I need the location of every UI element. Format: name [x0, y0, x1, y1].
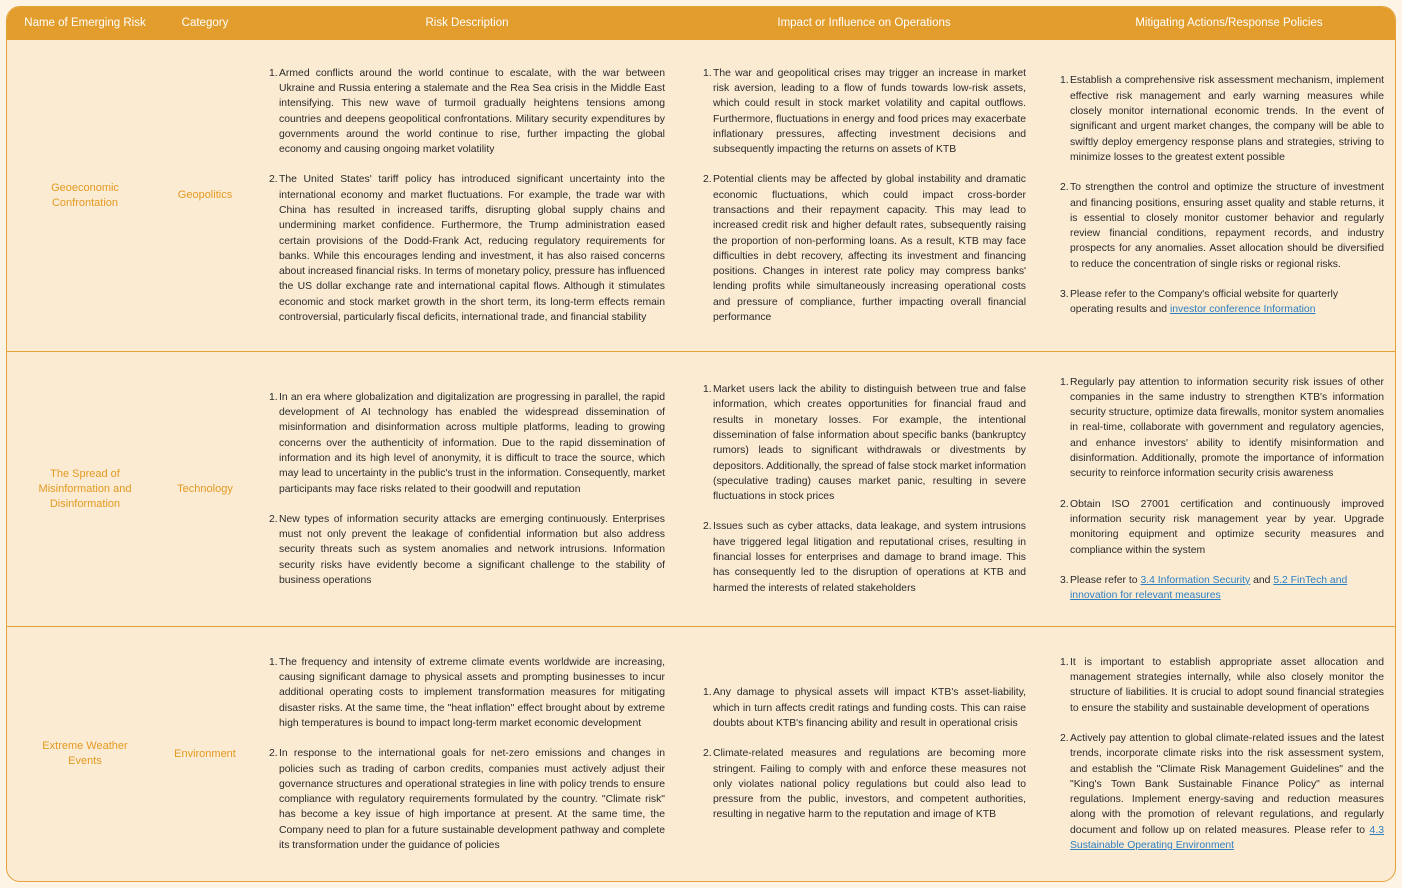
risk-description	[269, 627, 665, 881]
risk-description	[269, 352, 665, 626]
risk-category: Environment	[174, 747, 236, 760]
risk-category: Geopolitics	[177, 189, 233, 201]
list-item: 1. Market users lack the ability to distinguish between true and false information, which creates opportunities for financial fraud and results in monetary losses. For example, the intentional dissemination of false information about specific banks (bankruptcy rumors) leads to significant withdrawals or divestments by depositors. Additionally, the spread of false stock market information (speculative trading) causes market panic, resulting in severe fluctuations in stock prices	[703, 384, 1026, 503]
list-item: 2. Climate-related measures and regulations are becoming more stringent. Failing to comply with and enforce these measures not only violates national policy regulations but could also lead to pressure from the public, investors, and competent authorities, resulting in negative harm to the reputation and image of KTB	[703, 748, 1026, 821]
risk-name: Extreme Weather Events	[42, 740, 128, 767]
list-item: 1. Any damage to physical assets will impact KTB's asset-liability, which in turn affects credit ratings and funding costs. This can raise doubts about KTB's financing ability and result in operational crisis	[703, 687, 1026, 729]
list-item: 2. To strengthen the control and optimize the structure of investment and financing positions, ensuring asset quality and stable returns, it is essential to closely monitor customer behavior and regularly review financial conditions, repayment records, and industry prospects for any anomalies. Asset allocation should be diversified to reduce the concentration of single risks or regional risks.	[1060, 182, 1384, 270]
emerging-risk-table	[6, 6, 1396, 882]
table-row	[7, 40, 1395, 351]
header-name: Name of Emerging Risk	[24, 17, 146, 29]
header-impact: Impact or Influence on Operations	[777, 17, 951, 29]
table-row	[7, 352, 1395, 626]
list-item: 1. Establish a comprehensive risk assessment mechanism, implement effective risk management and early warning measures while closely monitor international economic trends. In the event of significant and urgent market changes, the company will be able to swiftly deploy emergency response plans and strategies, striving to minimize losses to the greatest extent possible	[1060, 75, 1384, 163]
list-item: 1. Armed conflicts around the world continue to escalate, with the war between Ukraine and Russia entering a stalemate and the Rea Sea crisis in the Middle East intensifying. This new wave of turmoil gradually heightens tensions among countries and deepens geopolitical confrontations. Military security expenditures by governments around the world continue to rise, further impacting the global economy and causing ongoing market volatility	[269, 67, 665, 156]
risk-category: Technology	[177, 482, 233, 495]
risk-description	[269, 40, 665, 351]
list-item: 2. Obtain ISO 27001 certification and continuously improved information security risk management year by year. Upgrade monitoring equipment and optimize security measures and compliance within the system	[1060, 498, 1384, 556]
information-security-link[interactable]: 3.4 Information Security	[1140, 574, 1251, 586]
risk-impact	[703, 352, 1026, 626]
list-item: 2. New types of information security attacks are emerging continuously. Enterprises must not only prevent the leakage of confidential information but also address security threats such as system anomalies and network intrusions. Information security risks have evidently become a significant challenge to the stability of business operations	[269, 513, 665, 586]
investor-conference-link[interactable]: investor conference Information	[1169, 304, 1316, 316]
list-item: 2. Actively pay attention to global climate-related issues and the latest trends, incorporate climate risks into the risk assessment system, and establish the "Climate Risk Management Guidelines" and the "King's Town Bank Sustainable Finance Policy" as internal regulations. Implement energy-saving and reduction measures along with the promotion of relevant regulations, and regularly document and follow up on related measures. Please refer to 4.3 Sustainable Operating Environment	[1060, 732, 1384, 851]
risk-mitigation	[1060, 627, 1384, 881]
header-category: Category	[181, 17, 229, 29]
list-item: 2. The United States' tariff policy has introduced significant uncertainty into the international economy and market fluctuations. For example, the trade war with China has resulted in increased tariffs, disrupting global supply chains and undermining market confidence. Furthermore, the Trump administration eased certain provisions of the Dodd-Frank Act, reducing regulatory requirements for banks. While this encourages lending and investment, it has also raised concerns about increased financial risks. In terms of monetary policy, pressure has influenced the US dollar exchange rate and international capital flows. Although it stimulates economic and stock market growth in the short term, its long-term effects remain controversial, particularly fiscal deficits, international trade, and financial stability	[269, 174, 665, 324]
risk-name: Geoeconomic Confrontation	[51, 181, 119, 209]
list-item: 3. Please refer to 3.4 Information Security and 5.2 FinTech and innovation for relevant measures	[1060, 574, 1348, 602]
risk-impact	[703, 627, 1026, 881]
list-item: 2. In response to the international goals for net-zero emissions and changes in policies such as trading of carbon credits, companies must actively adjust their governance structures and operational strategies in line with policy trends to ensure compliance with regulatory requirements formulated by the country. "Climate risk" has become a key issue of high importance at present. At the same time, the Company need to plan for a future sustainable development pathway and complete its transformation under the guidance of policies	[269, 748, 665, 851]
list-item: 3. Please refer to the Company's official website for quarterly operating results and investor conference Information	[1060, 288, 1339, 316]
list-item: 2. Potential clients may be affected by global instability and dramatic economic fluctuations, which could impact cross-border transactions and their repayment capacity. This may lead to increased credit risk and higher default rates, subsequently raising the proportion of non-performing loans. As a result, KTB may face difficulties in debt recovery, affecting its investment and financing positions. Changes in interest rate policy may compress banks' lending profits while simultaneously increasing operational costs and pressure of compliance, further impacting overall financial performance	[703, 174, 1026, 324]
fintech-innovation-link[interactable]: 5.2 FinTech and innovation for relevant measures	[1070, 574, 1348, 602]
list-item: 1. In an era where globalization and digitalization are progressing in parallel, the rapid development of AI technology has enabled the widespread dissemination of misinformation and disinformation across multiple platforms, leading to growing concerns over the authenticity of information. Due to the rapid dissemination of information and its high level of anonymity, it is difficult to trace the source, which may lead to uncertainty in the public's trust in the information. Consequently, market participants may face risks related to their goodwill and reputation	[269, 391, 665, 495]
header-description: Risk Description	[425, 17, 509, 29]
list-item: 1. It is important to establish appropriate asset allocation and management strategies internally, while also closely monitor the structure of liabilities. It is crucial to adopt sound financial strategies to ensure the stability and sustainable development of operations	[1060, 656, 1384, 714]
header-mitigation: Mitigating Actions/Response Policies	[1135, 17, 1323, 29]
list-item: 1. The frequency and intensity of extreme climate events worldwide are increasing, causing significant damage to physical assets and prompting businesses to incur additional operating costs to implement transformation measures for mitigating disaster risks. At the same time, the "heat inflation" effect brought about by extreme high temperatures is bound to impact long-term market economic development	[269, 656, 665, 729]
sustainable-operating-environment-link[interactable]: 4.3 Sustainable Operating Environment	[1070, 824, 1384, 851]
table-row	[7, 627, 1395, 881]
risk-impact	[703, 40, 1026, 351]
list-item: 1. The war and geopolitical crises may trigger an increase in market risk aversion, leading to a flow of funds towards low-risk assets, which could result in stock market volatility and capital outflows. Furthermore, fluctuations in energy and food prices may exacerbate inflationary pressures, affecting investment decisions and subsequently impacting the returns on assets of KTB	[703, 67, 1026, 156]
list-item: 1. Regularly pay attention to information security risk issues of other companies in the same industry to strengthen KTB's information security structure, optimize data firewalls, monitor system anomalies in real-time, collaborate with government and regulatory agencies, and enhance investors' ability to identify misinformation and disinformation. Additionally, promote the importance of information security to reinforce information security crisis awareness	[1060, 376, 1384, 480]
risk-name: The Spread of Misinformation and Disinformation	[38, 467, 132, 510]
risk-mitigation	[1060, 352, 1384, 626]
risk-mitigation	[1060, 40, 1384, 351]
list-item: 2. Issues such as cyber attacks, data leakage, and system intrusions have triggered legal litigation and reputational crises, resulting in financial losses for enterprises and damage to brand image. This has consequently led to the disruption of operations at KTB and harmed the interests of related stakeholders	[703, 521, 1026, 594]
table-header	[7, 7, 1395, 40]
